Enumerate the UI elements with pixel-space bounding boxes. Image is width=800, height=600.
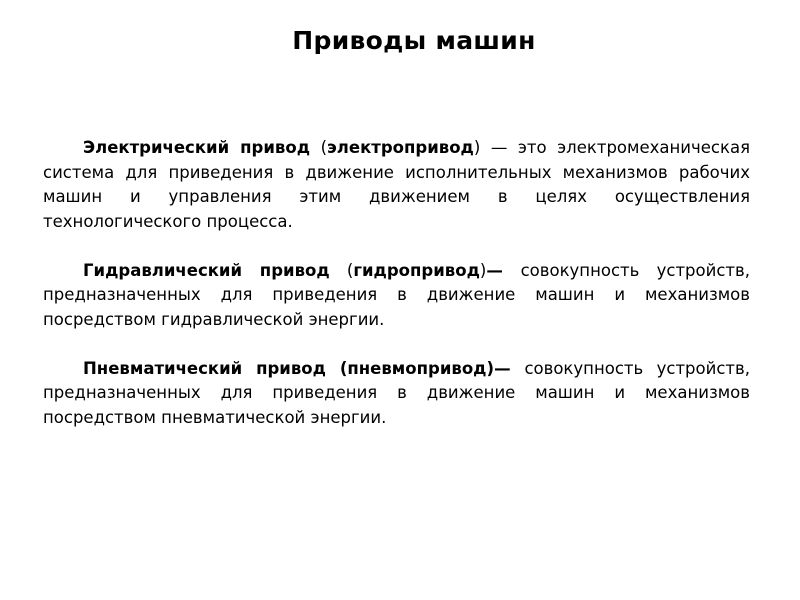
term-pneumatic-drive: Пневматический привод <box>83 358 326 378</box>
slide-title: Приводы машин <box>292 26 536 55</box>
paren-close: ) <box>486 358 495 378</box>
paren-open: ( <box>310 138 328 157</box>
slide-body <box>43 136 750 430</box>
paragraph-electric-drive <box>43 136 750 234</box>
em-dash: — <box>494 358 525 378</box>
abbr-pneumatic-drive: пневмопривод <box>347 358 487 378</box>
paragraph-pneumatic-drive <box>43 357 750 431</box>
definition-pneumatic-drive: совокупность устройств, предназначенных для приведения в движение машин и механизмов посредством пневматической энергии. <box>43 358 750 427</box>
definition-hydraulic-drive: совокупность устройств, предназначенных для приведения в движение машин и механизмов посредством гидравлической энергии. <box>43 260 751 329</box>
paren-close: ) <box>479 260 487 280</box>
paren-open: ( <box>329 260 354 280</box>
em-dash: — <box>486 260 521 280</box>
term-hydraulic-drive: Гидравлический привод <box>83 260 330 280</box>
abbr-electric-drive: электропривод <box>327 138 474 157</box>
definition-electric-drive: это электромеханическая система для приведения в движение исполнительных механизмов рабочих машин и управления этим движением в целях осуществления технологического процесса. <box>43 138 750 231</box>
paren-close: ) <box>473 138 481 157</box>
term-electric-drive: Электрический привод <box>83 138 311 157</box>
em-dash: — <box>480 138 518 157</box>
paragraph-hydraulic-drive <box>43 259 750 333</box>
paren-open: ( <box>325 358 348 378</box>
abbr-hydraulic-drive: гидропривод <box>353 260 480 280</box>
